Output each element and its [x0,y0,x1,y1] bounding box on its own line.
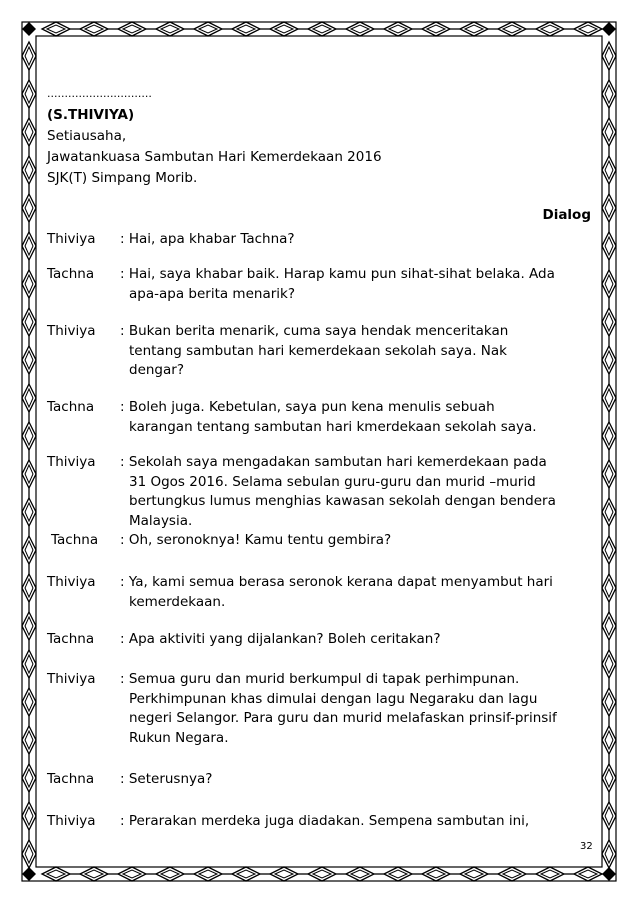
dialog-line: Rukun Negara. [129,729,229,746]
dialog-line: Malaysia. [129,512,193,529]
dialog-line: kemerdekaan. [129,593,226,610]
page-number: 32 [580,841,593,852]
dialog-speaker: Thiviya [47,574,96,590]
dialog-line: Perkhimpunan khas dimulai dengan lagu Negaraku dan lagu [129,690,538,707]
dialog-speaker: Thiviya [47,323,96,339]
dialog-line: : Hai, saya khabar baik. Harap kamu pun sihat-sihat belaka. Ada [120,266,555,282]
committee-name: Jawatankuasa Sambutan Hari Kemerdekaan 2016 [47,149,382,165]
dialog-line: : Apa aktiviti yang dijalankan? Boleh ceritakan? [120,631,441,647]
dialog-line: bertungkus lumus menghias kawasan sekolah dengan bendera [129,493,556,509]
school-name: SJK(T) Simpang Morib. [47,170,198,186]
dialog-line: apa-apa berita menarik? [129,285,295,302]
dialog-speaker: Tachna [47,771,95,787]
signatory-name: (S.THIVIYA) [47,107,135,123]
dialog-line: karangan tentang sambutan hari kmerdekaan sekolah saya. [129,418,537,435]
dialog-line: : Boleh juga. Kebetulan, saya pun kena menulis sebuah [120,399,495,415]
dialog-line: : Semua guru dan murid berkumpul di tapak perhimpunan. [120,671,520,687]
dialog-line: : Perarakan merdeka juga diadakan. Sempena sambutan ini, [120,813,530,829]
dialog-line: dengar? [129,362,184,378]
dialog-line: tentang sambutan hari kemerdekaan sekolah saya. Nak [129,342,507,359]
signatory-role: Setiausaha, [47,128,127,144]
dialog-line: : Hai, apa khabar Tachna? [120,231,295,247]
dialog-line: : Seterusnya? [120,771,213,787]
section-title: Dialog [542,207,591,223]
signature-dots: .............................. [47,87,152,100]
dialog-speaker: Tachna [51,532,99,548]
dialog-speaker: Thiviya [47,813,96,829]
dialog-line: : Oh, seronoknya! Kamu tentu gembira? [120,532,392,548]
dialog-speaker: Tachna [47,631,95,647]
dialog-speaker: Tachna [47,399,95,415]
dialog-speaker: Thiviya [47,231,96,247]
dialog-speaker: Thiviya [47,671,96,687]
dialog-line: : Sekolah saya mengadakan sambutan hari kemerdekaan pada [120,454,547,470]
dialog-speaker: Thiviya [47,454,96,470]
dialog-line: 31 Ogos 2016. Selama sebulan guru-guru dan murid –murid [129,473,536,490]
dialog-line: : Bukan berita menarik, cuma saya hendak menceritakan [120,323,509,339]
dialog-line: : Ya, kami semua berasa seronok kerana dapat menyambut hari [120,574,553,590]
dialog-speaker: Tachna [47,266,95,282]
dialog-line: negeri Selangor. Para guru dan murid melafaskan prinsif-prinsif [129,710,557,726]
